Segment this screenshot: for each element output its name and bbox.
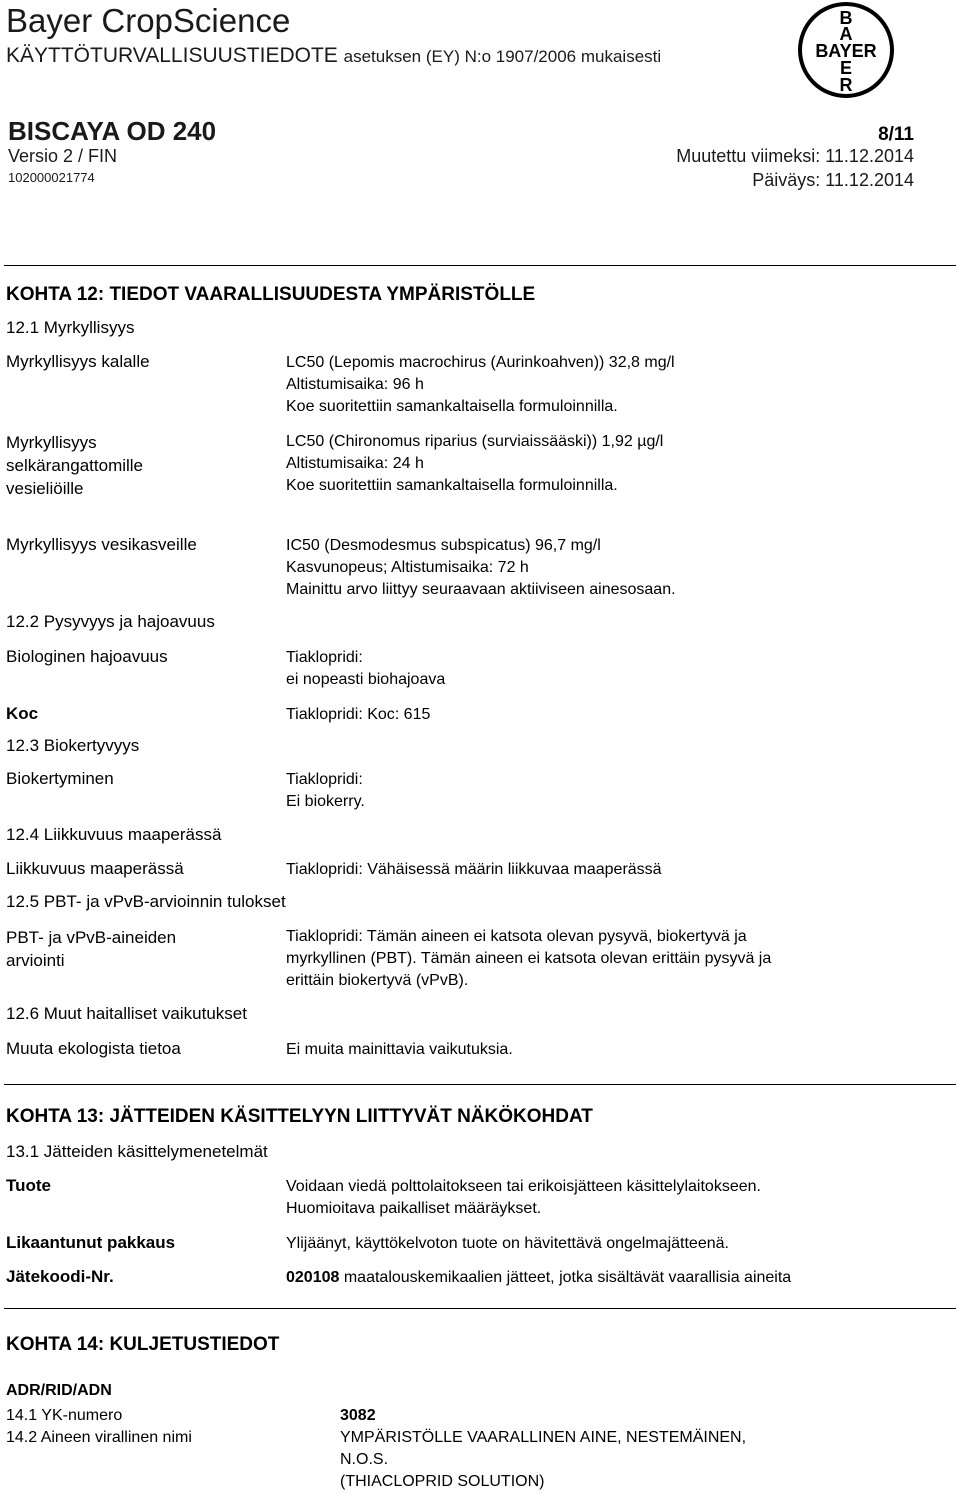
product-code: 102000021774 [8,170,95,185]
doc-type: KÄYTTÖTURVALLISUUSTIEDOTE [6,44,338,67]
koc-label: Koc [6,704,39,723]
company-brand: Bayer CropScience [6,2,291,39]
plant-toxicity-label: Myrkyllisyys vesikasveille [6,535,197,554]
product-disposal-label: Tuote [6,1176,52,1195]
divider [4,1308,956,1309]
pbt-label: PBT- ja vPvB-aineiden arviointi [6,928,177,970]
regulation-text: asetuksen (EY) N:o 1907/2006 mukaisesti [343,47,662,66]
fish-toxicity-value: LC50 (Lepomis macrochirus (Aurinkoahven)) 32,8 mg/l Altistumisaika: 96 h Koe suoritettiin samankaltaisella formuloinnilla. [286,354,675,415]
invertebrate-toxicity-value: LC50 (Chironomus riparius (surviaissääski)) 1,92 µg/l Altistumisaika: 24 h Koe suoritettiin samankaltaisella formuloinnilla. [286,433,664,494]
bioaccumulation-label: Biokertyminen [6,769,114,788]
document-title [6,44,661,68]
divider [4,1084,956,1085]
product-disposal-value: Voidaan viedä polttolaitokseen tai erikoisjätteen käsittelylaitokseen. Huomioitava paikalliset määräykset. [286,1178,761,1217]
shipping-name-label: 14.2 Aineen virallinen nimi [6,1429,192,1446]
logo-letter-a: A [839,24,853,44]
logo-letter-b: B [839,8,853,28]
invertebrate-toxicity-label: Myrkyllisyys selkärangattomille vesieliöille [6,433,144,498]
logo-letter-r: R [839,75,853,95]
waste-code-label: Jätekoodi-Nr. [6,1267,114,1286]
soil-mobility-label: Liikkuvuus maaperässä [6,859,184,878]
issue-date: Päiväys: 11.12.2014 [752,170,914,190]
adr-heading: ADR/RID/ADN [6,1382,112,1399]
plant-toxicity-value: IC50 (Desmodesmus subspicatus) 96,7 mg/l Kasvunopeus; Altistumisaika: 72 h Mainittu arvo liittyy seuraavaan aktiiviseen ainesosaan. [286,537,676,598]
subsection-12-6: 12.6 Muut haitalliset vaikutukset [6,1004,247,1023]
modified-date: Muutettu viimeksi: 11.12.2014 [676,146,914,166]
biodegradability-label: Biologinen hajoavuus [6,647,168,666]
section-12-title: KOHTA 12: TIEDOT VAARALLISUUDESTA YMPÄRISTÖLLE [6,284,536,305]
subsection-12-5: 12.5 PBT- ja vPvB-arvioinnin tulokset [6,892,286,911]
page-number: 8/11 [878,124,914,145]
waste-code-value [286,1267,791,1289]
section-14-title: KOHTA 14: KULJETUSTIEDOT [6,1334,280,1355]
subsection-12-1: 12.1 Myrkyllisyys [6,318,135,337]
shipping-name-value: YMPÄRISTÖLLE VAARALLINEN AINE, NESTEMÄINEN, N.O.S. (THIACLOPRID SOLUTION) [340,1429,747,1490]
koc-value: Tiaklopridi: Koc: 615 [286,706,431,723]
subsection-12-4: 12.4 Liikkuvuus maaperässä [6,825,222,844]
subsection-13-1: 13.1 Jätteiden käsittelymenetelmät [6,1142,268,1161]
section-13-title: KOHTA 13: JÄTTEIDEN KÄSITTELYYN LIITTYVÄT NÄKÖKOHDAT [6,1106,593,1127]
bioaccumulation-value: Tiaklopridi: Ei biokerry. [286,771,365,810]
logo-letter-e: E [839,58,853,78]
version: Versio 2 / FIN [8,146,118,166]
product-name: BISCAYA OD 240 [8,116,217,146]
un-number-value: 3082 [340,1407,376,1424]
divider [4,265,956,266]
packaging-label: Likaantunut pakkaus [6,1233,176,1252]
waste-code: 020108 [286,1269,340,1286]
un-number-label: 14.1 YK-numero [6,1407,123,1424]
bayer-cross-logo [796,0,896,100]
other-eco-value: Ei muita mainittavia vaikutuksia. [286,1041,513,1058]
pbt-value: Tiaklopridi: Tämän aineen ei katsota olevan pysyvä, biokertyvä ja myrkyllinen (PBT). Tämän aineen ei katsota olevan erittäin pysyvä ja erittäin biokertyvä (vPvB). [286,928,772,989]
subsection-12-3: 12.3 Biokertyvyys [6,736,140,755]
soil-mobility-value: Tiaklopridi: Vähäisessä määrin liikkuvaa maaperässä [286,861,662,878]
subsection-12-2: 12.2 Pysyvyys ja hajoavuus [6,612,215,631]
packaging-value: Ylijäänyt, käyttökelvoton tuote on hävitettävä ongelmajätteenä. [286,1235,729,1252]
logo-row-bayer: BAYER [815,41,877,61]
waste-code-text: maatalouskemikaalien jätteet, jotka sisältävät vaarallisia aineita [343,1269,792,1286]
other-eco-label: Muuta ekologista tietoa [6,1039,181,1058]
biodegradability-value: Tiaklopridi: ei nopeasti biohajoava [286,649,446,688]
fish-toxicity-label: Myrkyllisyys kalalle [6,352,150,371]
